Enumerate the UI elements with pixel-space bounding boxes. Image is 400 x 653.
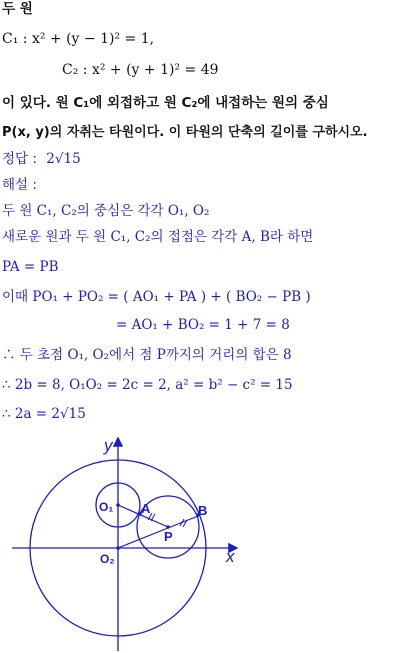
solution-line-4: 이때 PO₁ + PO₂ = ( AO₁ + PA ) + ( BO₂ − PB ) (2, 289, 311, 305)
point-o2 (116, 546, 120, 550)
label-b: B (198, 503, 208, 518)
label-a: A (141, 501, 151, 516)
circle-c1-equation: C₁ : x² + (y − 1)² = 1, (2, 31, 155, 47)
solution-label: 해설 : (2, 177, 37, 193)
answer-value: 2√15 (46, 151, 81, 167)
solution-line-3: PA = PB (2, 259, 59, 275)
label-o1: O₁ (99, 500, 114, 514)
problem-sentence-1: 이 있다. 원 C₁에 외접하고 원 C₂에 내접하는 원의 중심 (2, 95, 329, 111)
problem-sentence-2: P(x, y)의 자취는 타원이다. 이 타원의 단축의 길이를 구하시오. (2, 125, 368, 140)
problem-intro: 두 원 (2, 1, 33, 17)
solution-line-7: ∴ 2b = 8, O₁O₂ = 2c = 2, a² = b² − c² = 15 (2, 377, 293, 393)
x-axis-label: x (226, 547, 235, 566)
answer-row (2, 150, 81, 168)
solution-line-5: = AO₁ + BO₂ = 1 + 7 = 8 (116, 317, 290, 333)
point-o1 (116, 503, 120, 507)
solution-line-8: ∴ 2a = 2√15 (2, 406, 86, 422)
circle-c2-equation: C₂ : x² + (y + 1)² = 49 (62, 62, 219, 78)
label-p: P (164, 529, 173, 544)
y-axis-label: y (104, 436, 113, 455)
label-o2: O₂ (100, 552, 115, 566)
answer-label: 정답 : (2, 151, 37, 167)
solution-line-2: 새로운 원과 두 원 C₁, C₂의 접점은 각각 A, B라 하면 (2, 229, 314, 245)
circles-figure (0, 433, 400, 653)
solution-line-1: 두 원 C₁, C₂의 중심은 각각 O₁, O₂ (2, 203, 210, 219)
solution-line-6: ∴ 두 초점 O₁, O₂에서 점 P까지의 거리의 합은 8 (2, 347, 292, 363)
